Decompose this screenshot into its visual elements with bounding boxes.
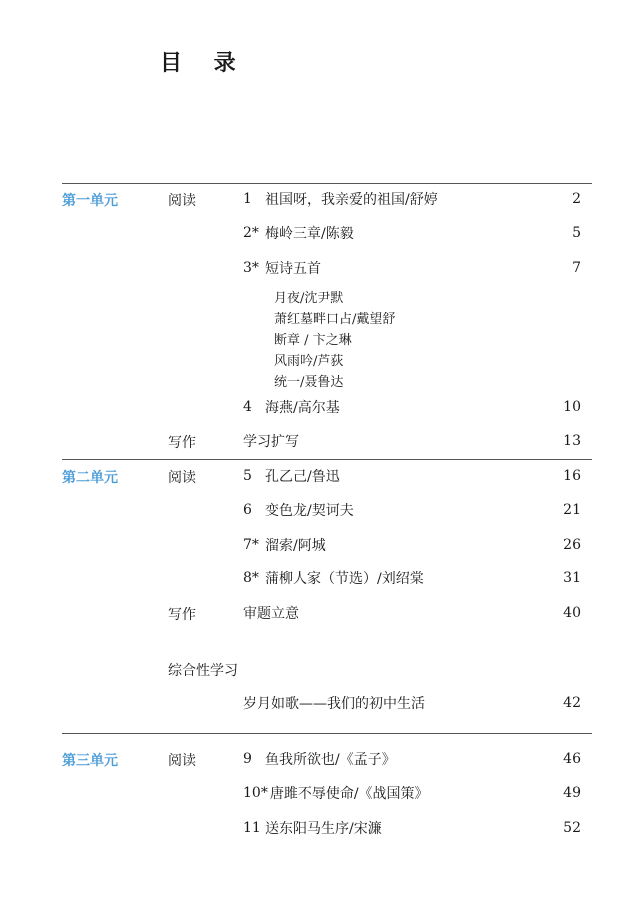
- entry-page: 16: [563, 468, 581, 484]
- entry-number: 9: [243, 751, 252, 767]
- entry-page: 42: [563, 695, 581, 711]
- toc-entry[interactable]: [243, 818, 581, 838]
- entry-title: 学习扩写: [243, 434, 299, 450]
- toc-entry[interactable]: [243, 603, 581, 623]
- entry-page: 31: [563, 570, 581, 586]
- poem-item[interactable]: 风雨吟/芦荻: [274, 354, 344, 369]
- entry-page: 2: [572, 191, 581, 207]
- entry-title: 蒲柳人家（节选）/刘绍棠: [265, 571, 424, 587]
- entry-number: 7*: [243, 537, 259, 553]
- entry-title: 孔乙己/鲁迅: [265, 469, 340, 485]
- unit-divider: [62, 183, 592, 184]
- entry-number: 5: [243, 468, 252, 484]
- entry-page: 21: [563, 502, 581, 518]
- entry-title: 送东阳马生序/宋濂: [265, 821, 382, 837]
- poem-item[interactable]: 萧红墓畔口占/戴望舒: [274, 312, 396, 327]
- entry-number: 1: [243, 191, 252, 207]
- entry-title: 祖国呀，我亲爱的祖国/舒婷: [265, 192, 438, 208]
- entry-page: 26: [563, 537, 581, 553]
- section-label: 写作: [168, 607, 196, 623]
- toc-entry[interactable]: [243, 749, 581, 769]
- entry-page: 5: [572, 225, 581, 241]
- unit-label: 第三单元: [62, 753, 118, 769]
- entry-title: 岁月如歌——我们的初中生活: [243, 696, 425, 712]
- entry-number: 2*: [243, 225, 259, 241]
- poem-item[interactable]: 月夜/沈尹默: [274, 291, 344, 306]
- entry-title: 唐雎不辱使命/《战国策》: [269, 786, 429, 802]
- entry-number: 10*: [243, 785, 268, 801]
- toc-entry[interactable]: [243, 500, 581, 520]
- section-label: 阅读: [168, 470, 196, 486]
- section-label: 阅读: [168, 193, 196, 209]
- toc-entry[interactable]: [243, 568, 581, 588]
- entry-page: 40: [563, 605, 581, 621]
- toc-entry[interactable]: [243, 535, 581, 555]
- entry-number: 3*: [243, 260, 259, 276]
- unit-label: 第一单元: [62, 193, 118, 209]
- entry-title: 溜索/阿城: [265, 538, 326, 554]
- entry-number: 8*: [243, 570, 259, 586]
- toc-entry[interactable]: [243, 693, 581, 713]
- entry-page: 49: [563, 785, 581, 801]
- toc-entry[interactable]: [243, 223, 581, 243]
- entry-page: 52: [563, 820, 581, 836]
- toc-entry[interactable]: [243, 466, 581, 486]
- entry-page: 13: [563, 433, 581, 449]
- toc-entry[interactable]: [243, 783, 581, 803]
- entry-number: 4: [243, 399, 252, 415]
- entry-title: 变色龙/契诃夫: [265, 503, 354, 519]
- page-title: 目 录: [160, 50, 248, 76]
- entry-page: 7: [572, 260, 581, 276]
- toc-entry[interactable]: [243, 189, 581, 209]
- toc-entry[interactable]: [243, 431, 581, 451]
- entry-title: 审题立意: [243, 606, 299, 622]
- section-label: 综合性学习: [168, 663, 238, 679]
- poem-item[interactable]: 统一/聂鲁达: [274, 375, 344, 390]
- unit-divider: [62, 459, 592, 460]
- poem-item[interactable]: 断章 / 卞之琳: [274, 333, 352, 348]
- entry-number: 11: [243, 820, 261, 836]
- entry-page: 46: [563, 751, 581, 767]
- entry-page: 10: [563, 399, 581, 415]
- entry-title: 鱼我所欲也/《孟子》: [265, 752, 396, 768]
- entry-number: 6: [243, 502, 252, 518]
- entry-title: 短诗五首: [265, 261, 321, 277]
- unit-label: 第二单元: [62, 470, 118, 486]
- toc-entry[interactable]: [243, 397, 581, 417]
- entry-title: 海燕/高尔基: [265, 400, 340, 416]
- unit-divider: [62, 733, 592, 734]
- section-label: 写作: [168, 435, 196, 451]
- toc-entry[interactable]: [243, 258, 581, 278]
- entry-title: 梅岭三章/陈毅: [265, 226, 354, 242]
- section-label: 阅读: [168, 753, 196, 769]
